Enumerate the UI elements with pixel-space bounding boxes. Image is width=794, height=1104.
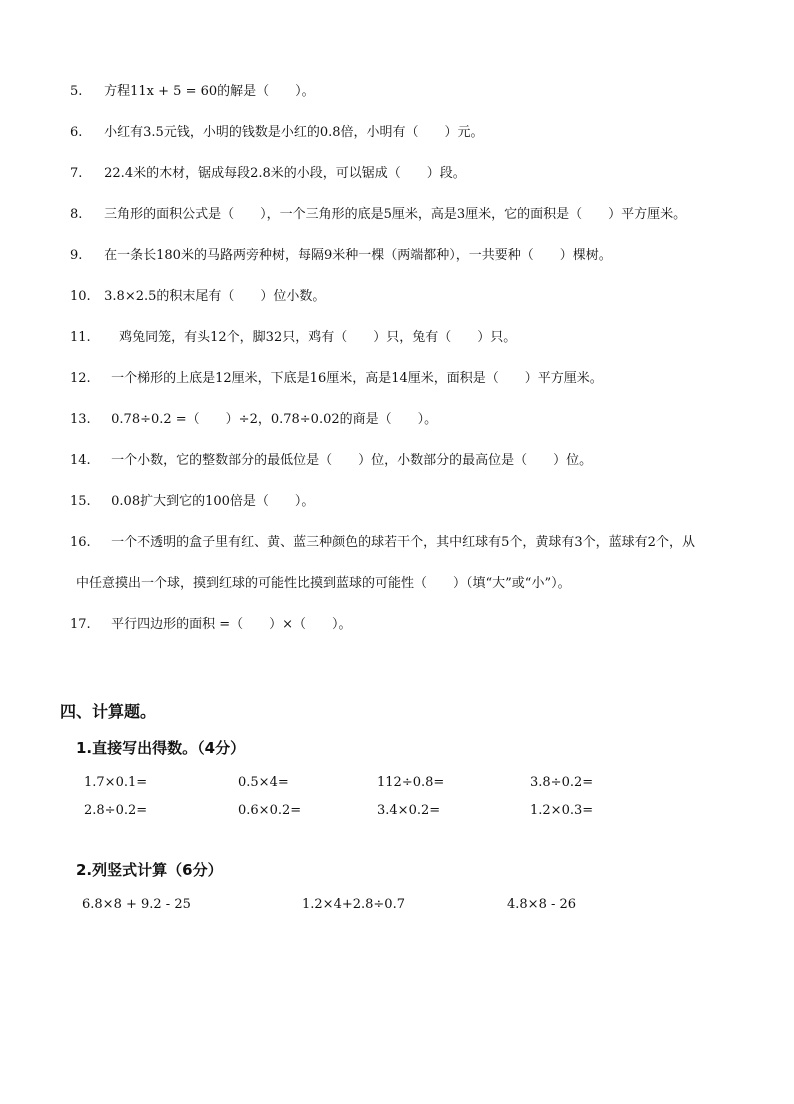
question-text: 方程11x + 5 = 60的解是（ ）。 (104, 84, 315, 99)
question-text-continued: 中任意摸出一个球，摸到红球的可能性比摸到蓝球的可能性（ ）（填“大”或“小”）。 (76, 576, 571, 591)
question-text: 三角形的面积公式是（ ），一个三角形的底是5厘米，高是3厘米，它的面积是（ ）平方厘米。 (104, 207, 687, 222)
question-text: 0.78÷0.2 =（ ）÷2，0.78÷0.02的商是（ ）。 (111, 412, 438, 427)
question-number: 15. (70, 494, 91, 509)
calc-item: 2.8÷0.2= (84, 803, 148, 818)
question-number: 14. (70, 453, 91, 468)
question-number: 12. (70, 371, 91, 386)
question-15 (70, 492, 770, 512)
calc-row-2 (84, 803, 784, 823)
calc-item: 0.5×4= (238, 775, 289, 790)
question-number: 5. (70, 84, 83, 99)
vertical-calc-item: 1.2×4+2.8÷0.7 (302, 897, 405, 912)
question-11 (70, 328, 770, 348)
vertical-calc-item: 6.8×8 + 9.2 - 25 (82, 897, 191, 912)
part2-title: 2.列竖式计算（6分） (76, 861, 223, 879)
question-text: 一个不透明的盒子里有红、黄、蓝三种颜色的球若干个，其中红球有5个，黄球有3个，蓝球有2个，从 (111, 535, 695, 550)
question-6 (70, 123, 770, 143)
calc-item: 3.4×0.2= (377, 803, 441, 818)
question-text: 小红有3.5元钱，小明的钱数是小红的0.8倍，小明有（ ）元。 (104, 125, 484, 140)
question-text: 22.4米的木材，锯成每段2.8米的小段，可以锯成（ ）段。 (104, 166, 466, 181)
question-text: 平行四边形的面积 =（ ）×（ ）。 (111, 617, 352, 632)
question-16 (70, 533, 770, 553)
calc-item: 1.7×0.1= (84, 775, 148, 790)
calc-item: 3.8÷0.2= (530, 775, 594, 790)
question-text: 0.08扩大到它的100倍是（ ）。 (111, 494, 315, 509)
calc-item: 1.2×0.3= (530, 803, 594, 818)
question-text: 3.8×2.5的积末尾有（ ）位小数。 (104, 289, 326, 304)
question-number: 7. (70, 166, 83, 181)
question-14 (70, 451, 770, 471)
question-7 (70, 164, 770, 184)
question-13 (70, 410, 770, 430)
question-text: 一个梯形的上底是12厘米，下底是16厘米，高是14厘米，面积是（ ）平方厘米。 (111, 371, 603, 386)
vertical-calc-row (82, 897, 782, 917)
question-number: 17. (70, 617, 91, 632)
question-number: 11. (70, 330, 91, 345)
question-number: 9. (70, 248, 83, 263)
question-text: 鸡兔同笼，有头12个，脚32只，鸡有（ ）只，兔有（ ）只。 (119, 330, 517, 345)
question-text: 一个小数，它的整数部分的最低位是（ ）位，小数部分的最高位是（ ）位。 (111, 453, 593, 468)
calc-item: 112÷0.8= (377, 775, 445, 790)
question-number: 10. (70, 289, 91, 304)
section-title: 四、计算题。 (60, 702, 157, 721)
question-number: 16. (70, 535, 91, 550)
question-number: 8. (70, 207, 83, 222)
question-number: 6. (70, 125, 83, 140)
vertical-calc-item: 4.8×8 - 26 (507, 897, 577, 912)
question-16-continued (76, 574, 776, 594)
question-8 (70, 205, 770, 225)
question-text: 在一条长180米的马路两旁种树，每隔9米种一棵（两端都种），一共要种（ ）棵树。 (104, 248, 612, 263)
calc-row-1 (84, 775, 784, 795)
question-5 (70, 82, 770, 102)
part1-title: 1.直接写出得数。（4分） (76, 739, 246, 757)
question-17 (70, 615, 770, 635)
question-12 (70, 369, 770, 389)
question-9 (70, 246, 770, 266)
calc-item: 0.6×0.2= (238, 803, 302, 818)
question-10 (70, 287, 770, 307)
question-number: 13. (70, 412, 91, 427)
